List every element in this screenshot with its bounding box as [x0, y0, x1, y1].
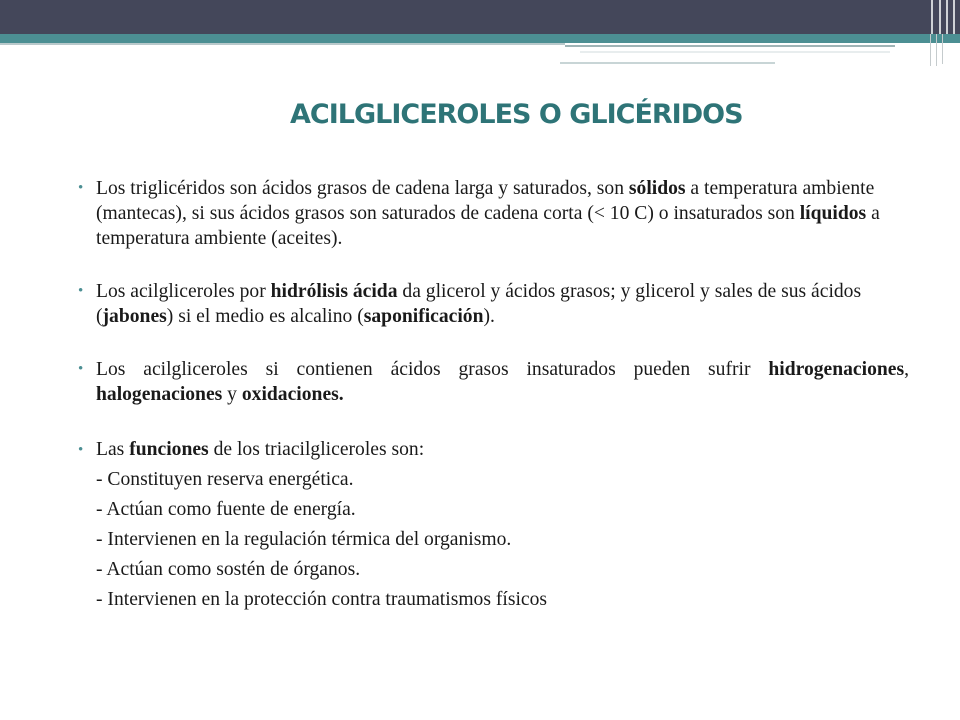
- accent-line: [930, 34, 931, 66]
- bold-term: jabones: [102, 306, 167, 327]
- text-segment: Los acilgliceroles si contienen ácidos grasos insaturados pueden sufrir: [96, 359, 769, 380]
- bold-term: líquidos: [799, 203, 867, 224]
- list-item: - Constituyen reserva energética.: [96, 469, 354, 490]
- bold-term: saponificación: [363, 306, 484, 327]
- bullet-item-functions: [96, 435, 909, 465]
- list-item: - Intervienen en la protección contra traumatismos físicos: [96, 589, 548, 610]
- functions-intro: Las funciones de los triacilgliceroles son:: [96, 439, 425, 460]
- top-bar-line: [931, 0, 933, 34]
- list-item: - Intervienen en la regulación térmica del organismo.: [96, 529, 512, 550]
- accent-line: [936, 34, 937, 66]
- bold-term: hidrólisis ácida: [270, 281, 398, 302]
- top-bar-line: [939, 0, 941, 34]
- accent-band: [0, 34, 960, 43]
- text-segment: a temperatura ambiente (aceites).: [96, 203, 880, 249]
- bullet-item: [96, 357, 909, 407]
- text-segment: Los triglicéridos son ácidos grasos de cadena larga y saturados, son: [96, 178, 629, 199]
- text-segment: a temperatura ambiente (mantecas), si sus ácidos grasos son saturados de cadena corta (< 10 C) o insaturados son: [96, 178, 875, 224]
- accent-line: [942, 34, 943, 64]
- slide-content: [96, 176, 909, 615]
- slide-title: ACILGLICEROLES O GLICÉRIDOS: [290, 99, 743, 130]
- bold-term: halogenaciones: [96, 384, 223, 405]
- list-item: - Actúan como fuente de energía.: [96, 499, 356, 520]
- top-bar: [0, 0, 960, 34]
- bold-term: sólidos: [628, 178, 686, 199]
- accent-stripe: [560, 62, 775, 64]
- bold-term: oxidaciones.: [241, 384, 344, 405]
- text-segment: ).: [483, 306, 495, 327]
- text-segment: da glicerol y ácidos grasos; y glicerol y sales de sus ácidos (: [96, 281, 862, 327]
- functions-list: [96, 465, 909, 615]
- list-item: - Actúan como sostén de órganos.: [96, 559, 361, 580]
- accent-stripe: [0, 43, 565, 45]
- bullet-item: [96, 176, 909, 251]
- accent-stripe: [580, 51, 890, 53]
- bold-term: hidrogenaciones: [768, 359, 905, 380]
- text-segment: Los acilgliceroles por: [96, 281, 271, 302]
- accent-stripe: [565, 45, 895, 47]
- text-segment: ) si el medio es alcalino (: [166, 306, 364, 327]
- text-segment: ,: [904, 359, 909, 380]
- top-bar-line: [946, 0, 948, 34]
- top-bar-line: [953, 0, 955, 34]
- bullet-item: [96, 279, 909, 329]
- text-segment: y: [222, 384, 242, 405]
